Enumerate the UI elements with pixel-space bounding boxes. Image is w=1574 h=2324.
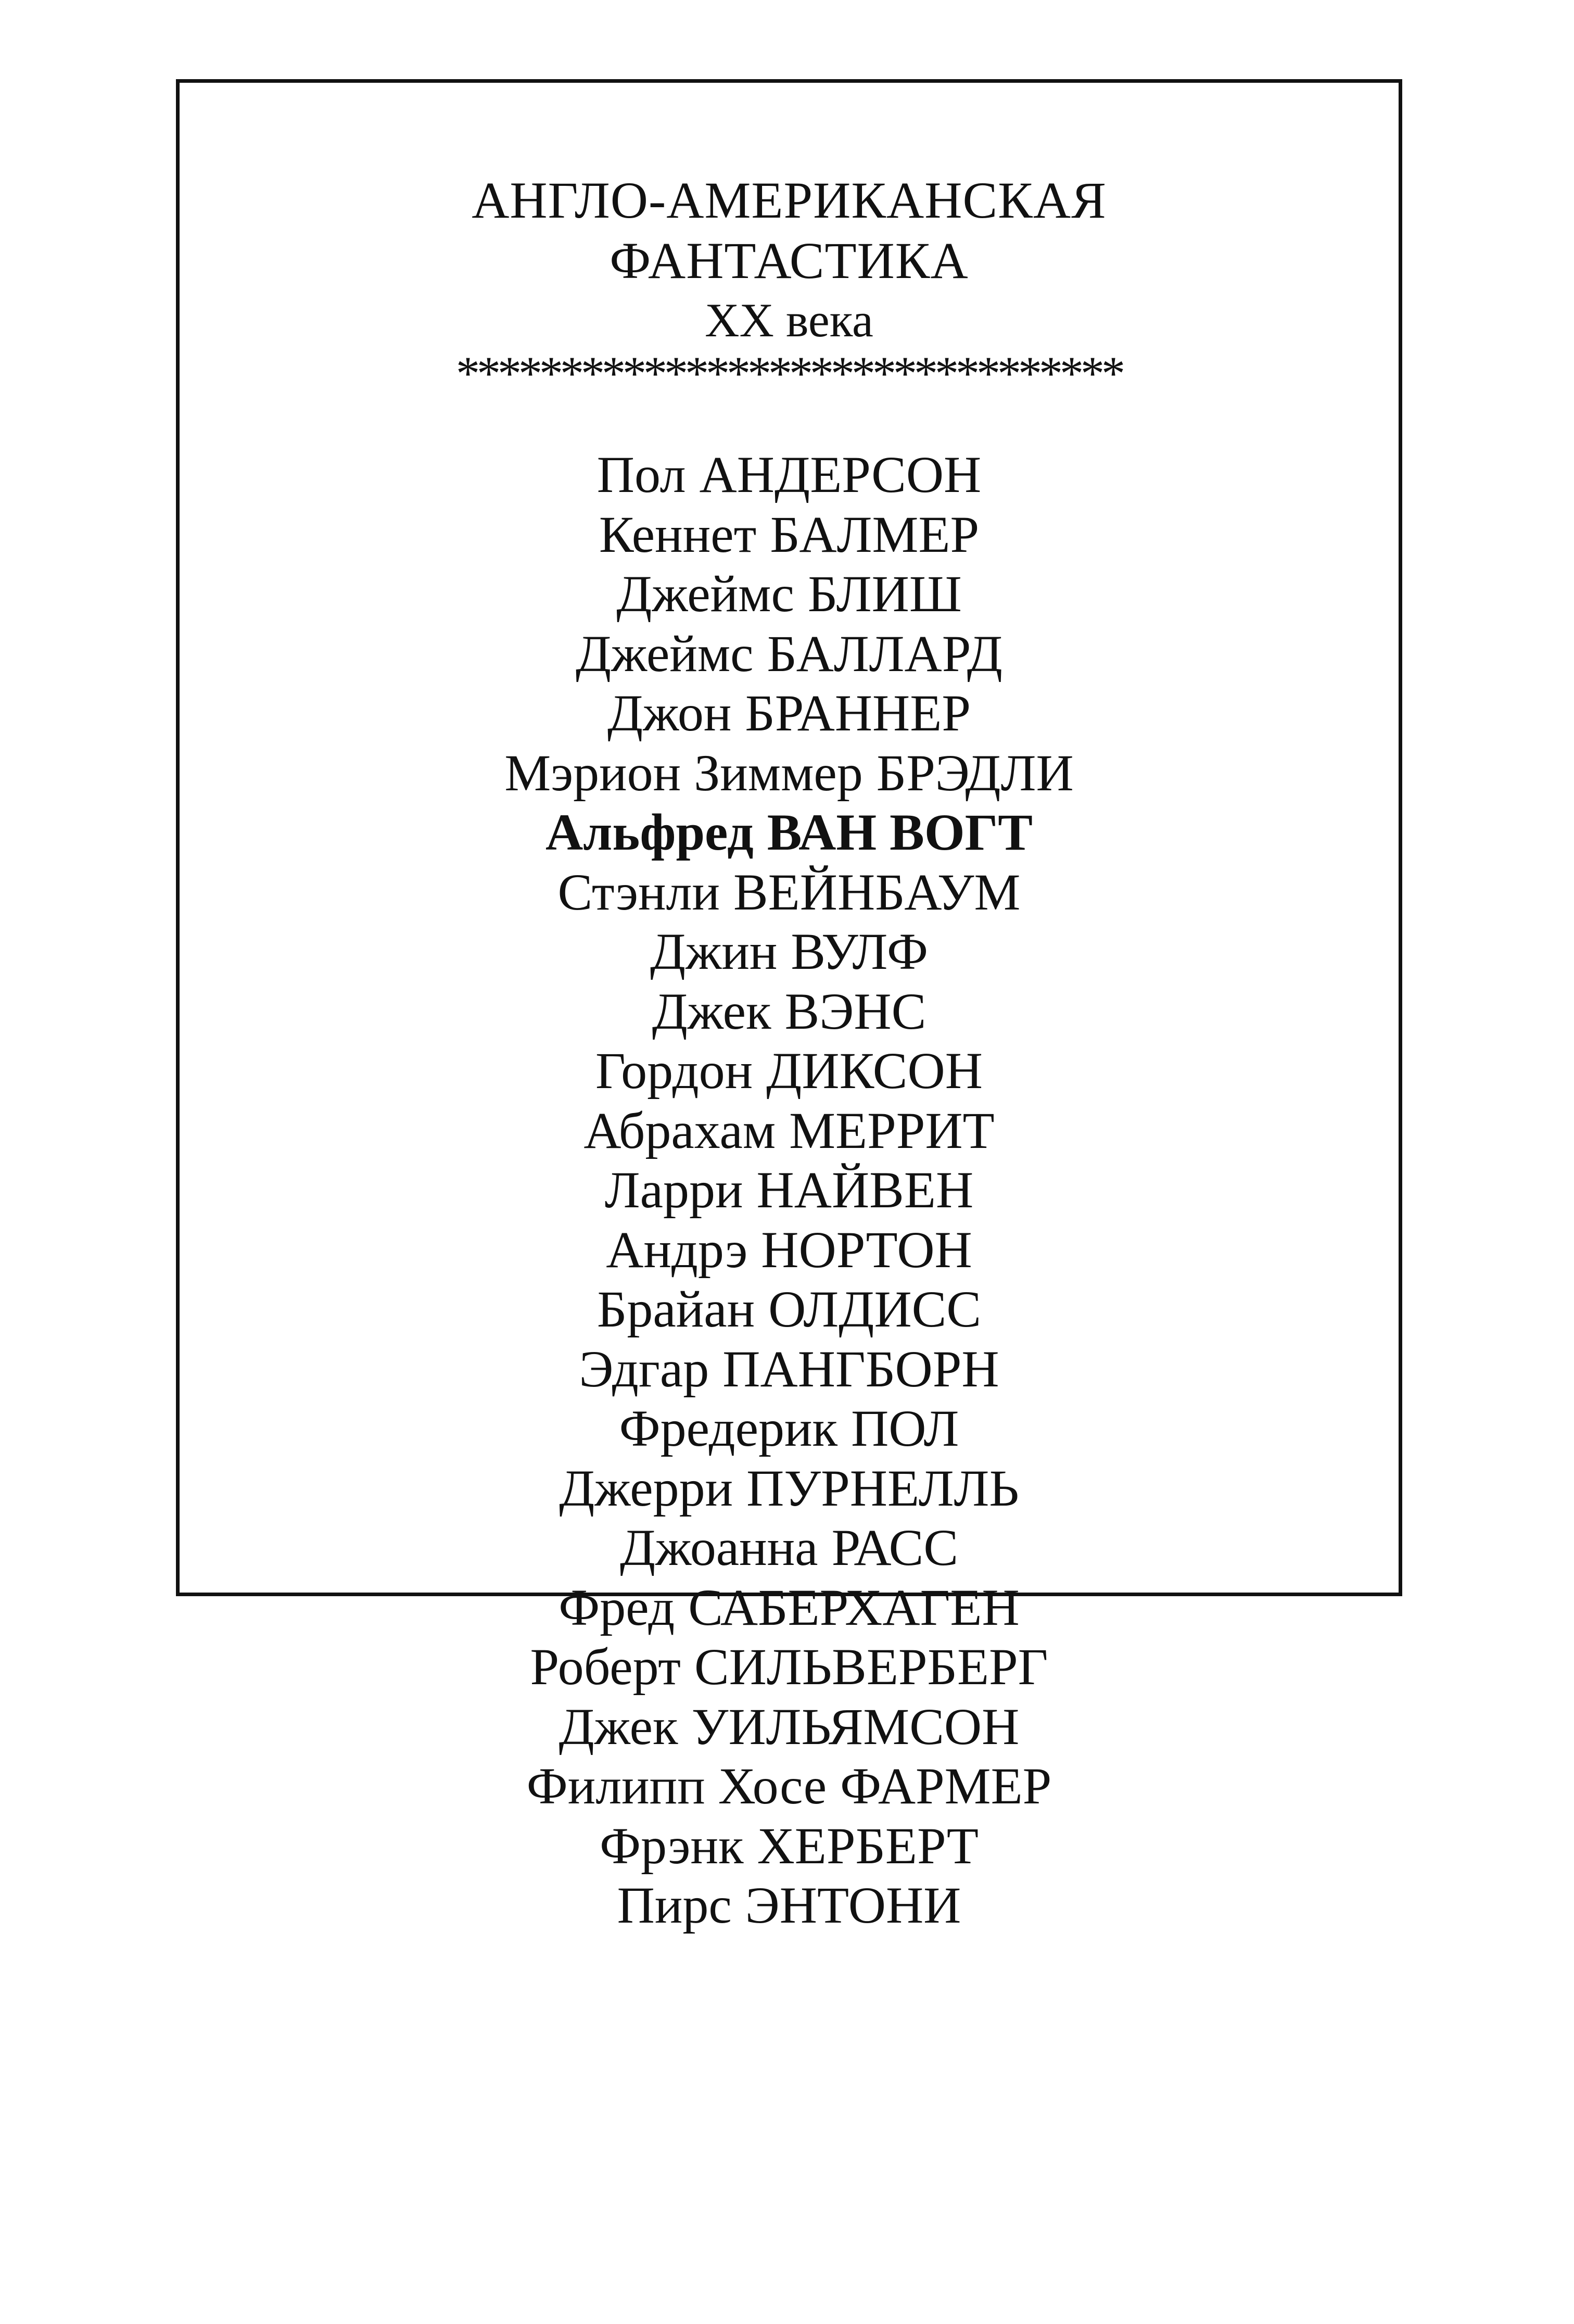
author-last-name: ВАН ВОГТ: [767, 803, 1033, 861]
author-last-name: ВУЛФ: [791, 923, 928, 980]
author-first-name: Кеннет: [599, 505, 757, 563]
author-item: [180, 1041, 1399, 1101]
author-first-name: Ларри: [604, 1161, 743, 1219]
author-item: [180, 1459, 1399, 1519]
author-first-name: Джеймс: [616, 565, 794, 623]
author-first-name: Джоанна: [619, 1519, 818, 1576]
series-header: [180, 170, 1399, 400]
author-first-name: Филипп Хосе: [526, 1757, 827, 1815]
author-first-name: Брайан: [596, 1280, 755, 1338]
author-first-name: Джеймс: [575, 624, 754, 683]
author-first-name: Фред: [558, 1578, 675, 1636]
author-last-name: ВЭНС: [784, 982, 926, 1040]
author-last-name: АНДЕРСОН: [699, 446, 982, 503]
author-item: [180, 922, 1399, 982]
series-title-line-1: АНГЛО-АМЕРИКАНСКАЯ: [472, 171, 1107, 229]
page-frame: [176, 79, 1402, 1934]
author-last-name: НОРТОН: [761, 1220, 972, 1279]
author-first-name: Пирс: [617, 1876, 732, 1934]
author-first-name: Джерри: [559, 1459, 733, 1517]
author-last-name: РАСС: [831, 1519, 959, 1576]
author-last-name: ПОЛ: [851, 1399, 959, 1457]
author-item: [180, 505, 1399, 565]
author-item: [180, 982, 1399, 1042]
author-item: [180, 564, 1399, 624]
author-last-name: БАЛЛАРД: [767, 624, 1003, 683]
series-subtitle: XX века: [705, 294, 873, 347]
author-last-name: НАЙВЕН: [756, 1161, 974, 1219]
author-last-name: БЛИШ: [807, 565, 962, 623]
author-first-name: Роберт: [530, 1638, 681, 1696]
author-last-name: ПАНГБОРН: [722, 1340, 999, 1398]
author-item: [180, 1518, 1399, 1578]
author-item: [180, 1399, 1399, 1459]
author-last-name: БРАННЕР: [745, 684, 971, 742]
author-item: [180, 1101, 1399, 1161]
author-first-name: Джин: [650, 923, 778, 980]
author-first-name: Фредерик: [619, 1399, 838, 1457]
author-last-name: УИЛЬЯМСОН: [691, 1697, 1020, 1755]
author-last-name: СИЛЬВЕРБЕРГ: [694, 1638, 1048, 1696]
author-item: [180, 1816, 1399, 1876]
author-item: [180, 1280, 1399, 1340]
author-item: [180, 1757, 1399, 1816]
author-item: [180, 1220, 1399, 1280]
author-last-name: ОЛДИСС: [768, 1280, 982, 1338]
author-first-name: Фрэнк: [600, 1816, 744, 1875]
author-first-name: Джек: [558, 1697, 678, 1755]
author-first-name: Мэрион Зиммер: [504, 743, 863, 802]
author-first-name: Абрахам: [583, 1101, 776, 1159]
author-first-name: Андрэ: [606, 1220, 748, 1279]
author-item: [180, 1160, 1399, 1220]
series-title-line-2: ФАНТАСТИКА: [610, 232, 969, 289]
author-first-name: Эдгар: [579, 1340, 709, 1398]
author-last-name: ФАРМЕР: [840, 1757, 1052, 1815]
author-last-name: ЭНТОНИ: [745, 1876, 961, 1934]
author-first-name: Гордон: [595, 1042, 753, 1100]
author-item: [180, 1578, 1399, 1638]
author-list: [180, 445, 1399, 1936]
author-item: [180, 803, 1399, 863]
author-item: [180, 684, 1399, 743]
author-first-name: Джон: [607, 684, 732, 742]
author-item: [180, 1340, 1399, 1399]
author-last-name: БАЛМЕР: [770, 505, 980, 563]
author-item: [180, 624, 1399, 684]
author-last-name: ПУРНЕЛЛЬ: [746, 1459, 1019, 1517]
author-last-name: ДИКСОН: [766, 1042, 983, 1100]
author-item: [180, 863, 1399, 923]
author-item: [180, 445, 1399, 505]
star-divider: ********************************: [456, 347, 1122, 400]
author-item: [180, 1697, 1399, 1757]
author-first-name: Пол: [596, 446, 686, 503]
author-last-name: ВЕЙНБАУМ: [733, 863, 1021, 921]
author-item: [180, 743, 1399, 803]
author-first-name: Стэнли: [557, 863, 720, 921]
author-last-name: САБЕРХАГЕН: [688, 1578, 1020, 1636]
author-first-name: Джек: [652, 982, 771, 1040]
author-last-name: БРЭДЛИ: [876, 743, 1074, 802]
author-first-name: Альфред: [545, 803, 754, 861]
author-last-name: МЕРРИТ: [789, 1101, 995, 1159]
author-item: [180, 1876, 1399, 1936]
author-last-name: ХЕРБЕРТ: [757, 1816, 979, 1875]
author-item: [180, 1637, 1399, 1697]
